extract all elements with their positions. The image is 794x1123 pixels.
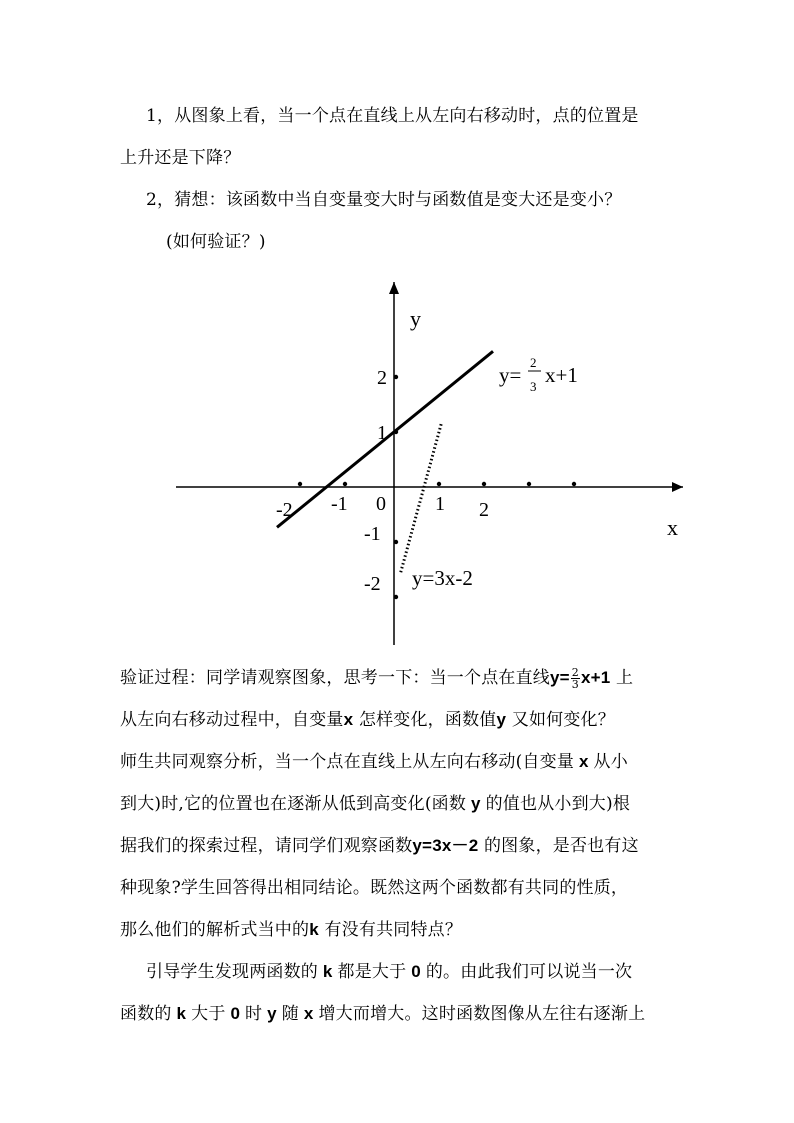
var-y: y	[466, 794, 486, 813]
y-tick-label-neg1: -1	[364, 523, 381, 545]
question-1-line-1: 1，从图象上看，当一个点在直线上从左向右移动时，点的位置是	[146, 106, 639, 126]
body-line-9-e: 增大而增大。这时函数图像从左往右逐渐上	[318, 1004, 646, 1024]
y-tick-label-1: 1	[377, 422, 387, 444]
y-tick-label-neg2: -2	[364, 573, 381, 595]
x-tick-mark	[527, 482, 531, 486]
body-line-1-suffix: 上	[610, 668, 634, 688]
body-line-2-c: 又如何变化？	[506, 710, 615, 730]
question-1-line-2: 上升还是下降？	[120, 148, 241, 168]
y-tick-mark	[394, 375, 398, 379]
body-line-2-a: 从左向右移动过程中，自变量	[120, 710, 344, 730]
y-axis-label: y	[410, 306, 421, 331]
body-line-7	[120, 918, 462, 942]
body-line-5	[120, 834, 639, 858]
var-x: x	[574, 752, 594, 771]
y-tick-mark	[394, 430, 398, 434]
x-axis-label: x	[667, 515, 678, 540]
body-line-6: 种现象?学生回答得出相同结论。既然这两个函数都有共同的性质，	[120, 878, 629, 898]
number-zero: 0	[406, 962, 426, 981]
series-label-y-3x-minus-2: y=3x-2	[412, 566, 473, 590]
x-tick-mark	[298, 482, 302, 486]
body-line-3-a: 师生共同观察分析，当一个点在直线上从左向右移动(自变量	[120, 752, 575, 772]
body-line-2	[120, 708, 615, 732]
body-line-2-b: 怎样变化，函数值	[353, 710, 497, 730]
body-line-1-text: 验证过程：同学请观察图象，思考一下：当一个点在直线	[120, 668, 550, 688]
x-tick-mark	[437, 482, 441, 486]
x-tick-label-0: 0	[376, 493, 386, 515]
var-x: x	[343, 710, 354, 729]
y-tick-label-2: 2	[377, 367, 387, 389]
body-line-4-b: 的值也从小到大)根	[485, 794, 631, 814]
var-y: y	[496, 710, 507, 729]
body-line-7-a: 那么他们的解析式当中的	[120, 920, 310, 940]
x-tick-label-2: 2	[479, 499, 489, 521]
y-tick-mark	[394, 540, 398, 544]
var-k: k	[318, 962, 338, 981]
body-line-3-b: 从小	[593, 752, 628, 772]
x-tick-mark	[343, 482, 347, 486]
number-zero: 0	[225, 1004, 246, 1023]
y-tick-mark	[394, 595, 398, 599]
series-label-y-2-3x-plus-1	[499, 355, 578, 394]
inline-fraction-num: 2	[571, 666, 579, 679]
x-tick-label-neg2: -2	[276, 499, 293, 521]
x-axis-arrow-icon	[672, 482, 683, 492]
x-tick-mark	[482, 482, 486, 486]
body-line-4	[120, 792, 630, 816]
inline-function-x1: x+1	[581, 668, 611, 687]
body-line-9-c: 时	[245, 1004, 263, 1024]
var-x: x	[298, 1004, 319, 1023]
body-line-1	[120, 666, 633, 690]
inline-function-y-3x-2: y=3x－2	[412, 836, 479, 855]
series-1-label-frac-num: 2	[530, 355, 537, 370]
series-1-label-suffix: x+1	[545, 363, 578, 387]
body-line-4-a: 到大)时,它的位置也在逐渐从低到高变化(函数	[120, 794, 467, 814]
body-line-3	[120, 750, 628, 774]
body-line-9-a: 函数的	[120, 1004, 172, 1024]
body-line-5-b: 的图象，是否也有这	[478, 836, 639, 856]
x-tick-label-neg1: -1	[331, 493, 348, 515]
x-tick-mark	[572, 482, 576, 486]
var-k: k	[309, 920, 319, 939]
body-line-8-c: 的。由此我们可以说当一次	[425, 962, 633, 982]
body-line-7-b: 有没有共同特点？	[318, 920, 463, 940]
body-line-8	[146, 960, 632, 984]
series-1-label-frac-den: 3	[530, 379, 537, 394]
y-axis-arrow-icon	[389, 282, 399, 294]
var-k: k	[171, 1004, 192, 1023]
var-y: y	[262, 1004, 282, 1023]
body-line-9	[120, 1002, 645, 1026]
body-line-5-a: 据我们的探索过程，请同学们观察函数	[120, 836, 413, 856]
inline-fraction-den: 3	[571, 678, 579, 691]
x-tick-label-1: 1	[435, 493, 445, 515]
inline-fraction	[571, 667, 580, 690]
body-line-8-a: 引导学生发现两函数的	[146, 962, 318, 982]
question-2-line-2: (如何验证？)	[166, 232, 266, 252]
body-line-9-d: 随	[281, 1004, 299, 1024]
body-line-8-b: 都是大于	[337, 962, 407, 982]
question-2-line-1: 2，猜想：该函数中当自变量变大时与函数值是变大还是变小？	[146, 190, 622, 210]
series-1-label-prefix: y=	[499, 363, 522, 387]
body-line-9-b: 大于	[191, 1004, 226, 1024]
inline-function-y: y=	[550, 668, 570, 687]
